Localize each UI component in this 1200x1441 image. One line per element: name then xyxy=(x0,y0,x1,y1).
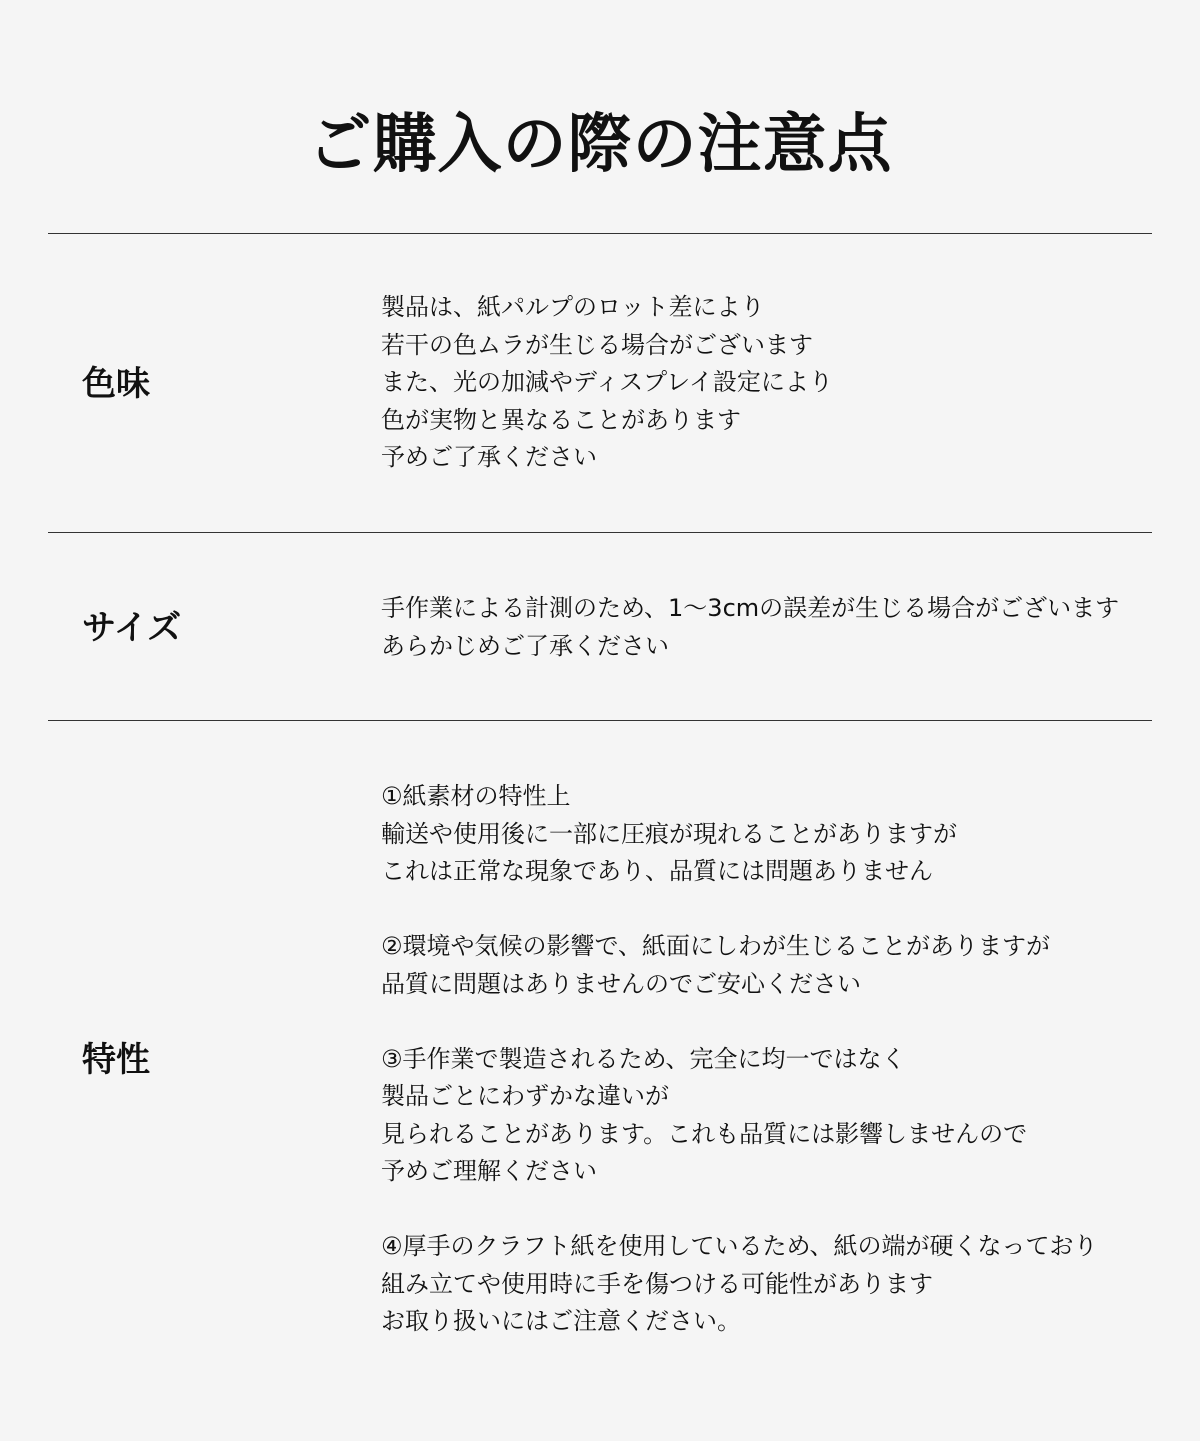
body-line: 組み立てや使用時に手を傷つける可能性があります xyxy=(381,1269,933,1298)
body-line: 輸送や使用後に一部に圧痕が現れることがありますが xyxy=(381,819,957,848)
body-line: 若干の色ムラが生じる場合がございます xyxy=(381,330,813,359)
body-line: あらかじめご了承ください xyxy=(381,631,669,660)
body-line: ④厚手のクラフト紙を使用しているため、紙の端が硬くなっており xyxy=(381,1232,1098,1260)
body-line: 製品は、紙パルプのロット差により xyxy=(381,293,765,321)
body-line: ①紙素材の特性上 xyxy=(381,782,571,810)
section-body-color xyxy=(381,289,1152,477)
section-body-properties xyxy=(381,778,1152,1341)
body-line: 予めご了承ください xyxy=(381,443,597,471)
section-label-color: 色味 xyxy=(82,364,150,404)
body-line: ②環境や気候の影響で、紙面にしわが生じることがありますが xyxy=(381,932,1051,960)
paragraph-gap xyxy=(381,891,1152,929)
section-body-size xyxy=(381,590,1152,665)
divider xyxy=(48,233,1152,234)
divider xyxy=(48,720,1152,721)
paragraph-gap xyxy=(381,1191,1152,1229)
body-line: 手作業による計測のため、1〜3cmの誤差が生じる場合がございます xyxy=(381,594,1120,622)
body-line: 予めご理解ください xyxy=(381,1157,597,1185)
body-line: これは正常な現象であり、品質には問題ありません xyxy=(381,857,933,885)
section-label-size: サイズ xyxy=(82,608,182,648)
body-line: ③手作業で製造されるため、完全に均一ではなく xyxy=(381,1044,906,1073)
body-line: お取り扱いにはご注意ください。 xyxy=(381,1307,741,1335)
body-line: 製品ごとにわずかな違いが xyxy=(381,1082,669,1110)
body-line: 見られることがあります。これも品質には影響しませんので xyxy=(381,1119,1028,1148)
body-line: また、光の加減やディスプレイ設定により xyxy=(381,368,833,396)
page-title: ご購入の際の注意点 xyxy=(307,108,893,182)
body-line: 品質に問題はありませんのでご安心ください xyxy=(381,969,861,998)
body-line: 色が実物と異なることがあります xyxy=(381,405,741,434)
paragraph-gap xyxy=(381,1003,1152,1041)
divider xyxy=(48,532,1152,533)
section-label-properties: 特性 xyxy=(82,1040,150,1080)
